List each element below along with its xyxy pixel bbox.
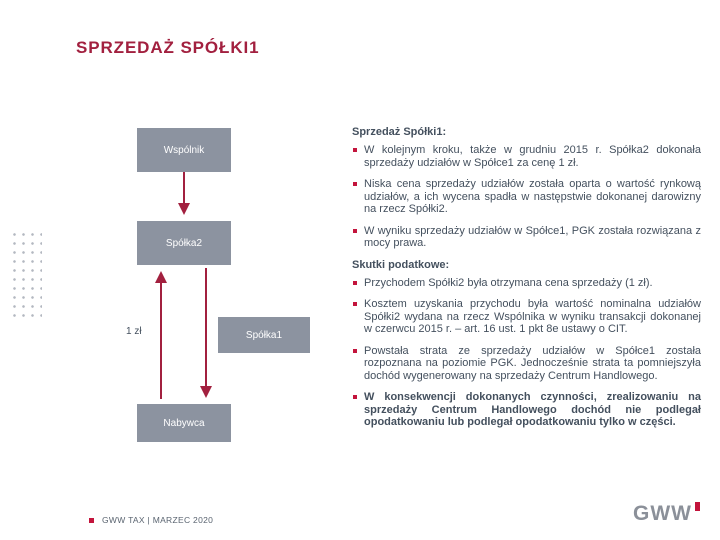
node-wspolnik (137, 128, 231, 172)
bullet-text: Kosztem uzyskania przychodu była wartość nominalna udziałów Spółki2 wydana na rzecz Wspólnika w wyniku transakcji dokonanej w czerwcu 2015 r. – art. 16 ust. 1 pkt 8e ustawy o CIT. (364, 298, 701, 335)
bullet-item (352, 345, 701, 383)
node-spolka1 (218, 317, 310, 353)
logo-accent-mark-icon (695, 502, 700, 511)
footer-text: GWW TAX | MARZEC 2020 (102, 515, 214, 525)
content-panel (352, 126, 701, 438)
footer-square-icon (89, 518, 94, 523)
bullet-square-icon (353, 349, 357, 353)
bullet-text: Niska cena sprzedaży udziałów została oparta o wartość rynkową udziałów, a ich wycena spadła w następstwie dokonanej darowizny na rzecz Spółki2. (364, 178, 701, 215)
bullet-text: Przychodem Spółki2 była otrzymana cena sprzedaży (1 zł). (364, 276, 653, 289)
logo-text: GWW (633, 502, 692, 525)
bullet-square-icon (353, 182, 357, 186)
bullet-square-icon (353, 148, 357, 152)
node-nabywca-label: Nabywca (163, 417, 205, 429)
bullet-square-icon (353, 302, 357, 306)
section-heading-skutki: Skutki podatkowe: (352, 258, 450, 271)
bullet-item (352, 298, 701, 336)
bullet-text: W konsekwencji dokonanych czynności, zrealizowaniu na sprzedaży Centrum Handlowego dochód nie podlegał opodatkowaniu lub podlegał opodatkowaniu tylko w części. (364, 391, 701, 428)
bullet-square-icon (353, 281, 357, 285)
page-title: SPRZEDAŻ SPÓŁKI1 (76, 38, 260, 57)
bullet-text: W wyniku sprzedaży udziałów w Spółce1, PGK została rozwiązana z mocy prawa. (364, 224, 701, 249)
node-spolka2 (137, 221, 231, 265)
bullet-item (352, 277, 701, 290)
footer (89, 515, 213, 525)
bullet-text: W kolejnym kroku, także w grudniu 2015 r. Spółka2 dokonała sprzedaży udziałów w Spółce1 za cenę 1 zł. (364, 144, 701, 169)
bullet-item (352, 178, 701, 216)
dot-grid-decoration (8, 228, 42, 321)
gww-logo (633, 502, 700, 526)
bullet-item (352, 144, 701, 169)
bullet-square-icon (353, 395, 357, 399)
node-spolka2-label: Spółka2 (165, 237, 203, 249)
node-wspolnik-label: Wspólnik (163, 144, 205, 156)
node-nabywca (137, 404, 231, 442)
section-heading-sprzedaz: Sprzedaż Spółki1: (352, 126, 447, 138)
bullet-text: Powstała strata ze sprzedaży udziałów w Spółce1 została rozpoznana na poziomie PGK. Jednocześnie strata ta pomniejszyła dochód wygenerowany na sprzedaży Centrum Handlowego. (364, 344, 701, 382)
bullet-item (352, 391, 701, 429)
price-label: 1 zł (126, 326, 142, 337)
bullet-square-icon (353, 229, 357, 233)
node-spolka1-label: Spółka1 (245, 329, 283, 341)
bullet-item (352, 225, 701, 250)
